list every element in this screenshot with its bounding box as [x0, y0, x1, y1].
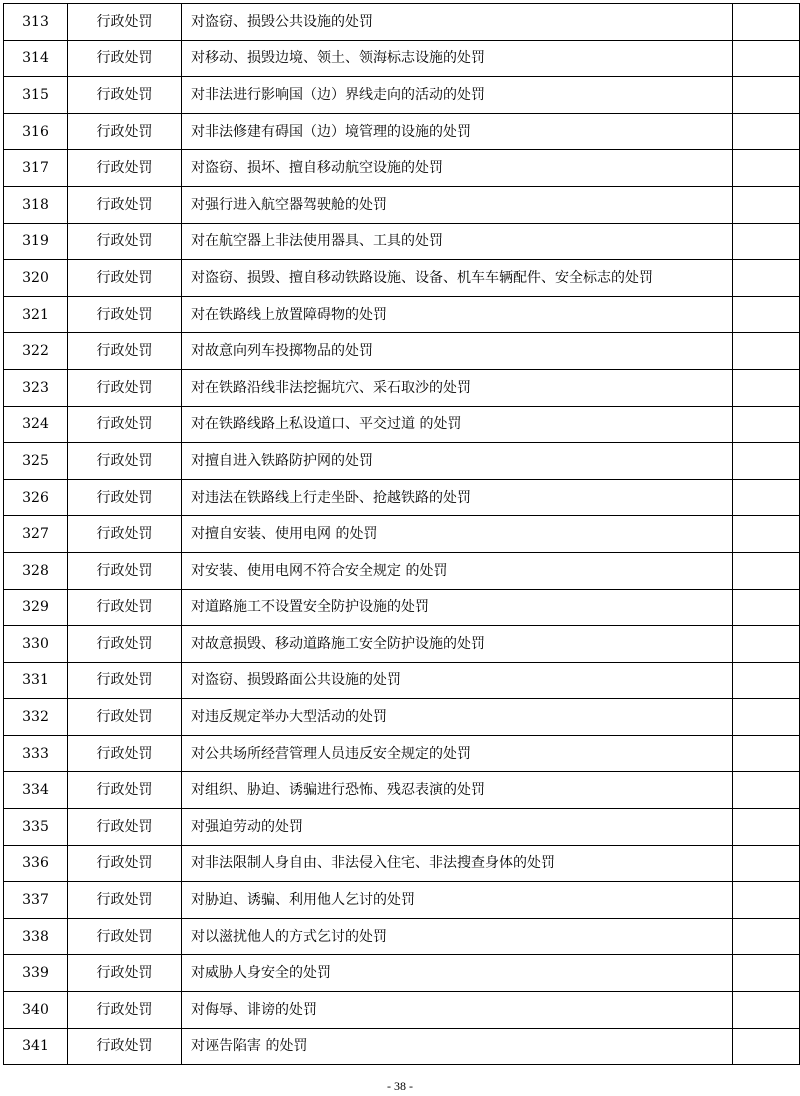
row-type: 行政处罚 — [68, 955, 182, 992]
row-type: 行政处罚 — [68, 1028, 182, 1065]
row-extra — [733, 735, 800, 772]
row-number: 318 — [4, 186, 68, 223]
row-item: 对在铁路沿线非法挖掘坑穴、采石取沙的处罚 — [182, 369, 733, 406]
table-row — [4, 479, 800, 516]
table-row — [4, 918, 800, 955]
row-item: 对故意损毁、移动道路施工安全防护设施的处罚 — [182, 626, 733, 663]
row-extra — [733, 552, 800, 589]
table-row — [4, 552, 800, 589]
table-row — [4, 772, 800, 809]
row-extra — [733, 186, 800, 223]
table-row — [4, 186, 800, 223]
row-type: 行政处罚 — [68, 406, 182, 443]
row-number: 329 — [4, 589, 68, 626]
row-number: 313 — [4, 4, 68, 41]
row-extra — [733, 772, 800, 809]
row-number: 328 — [4, 552, 68, 589]
row-extra — [733, 77, 800, 114]
row-extra — [733, 4, 800, 41]
table-row — [4, 882, 800, 919]
row-extra — [733, 516, 800, 553]
row-type: 行政处罚 — [68, 589, 182, 626]
row-number: 340 — [4, 992, 68, 1029]
row-extra — [733, 150, 800, 187]
row-extra — [733, 662, 800, 699]
row-extra — [733, 40, 800, 77]
row-item: 对以滋扰他人的方式乞讨的处罚 — [182, 918, 733, 955]
table-row — [4, 845, 800, 882]
row-type: 行政处罚 — [68, 150, 182, 187]
row-number: 335 — [4, 809, 68, 846]
row-extra — [733, 369, 800, 406]
page-number: - 38 - — [387, 1079, 413, 1093]
row-item: 对侮辱、诽谤的处罚 — [182, 992, 733, 1029]
penalty-table — [3, 3, 800, 1065]
row-extra — [733, 443, 800, 480]
row-number: 319 — [4, 223, 68, 260]
row-number: 332 — [4, 699, 68, 736]
row-number: 317 — [4, 150, 68, 187]
row-type: 行政处罚 — [68, 699, 182, 736]
row-type: 行政处罚 — [68, 260, 182, 297]
table-body — [4, 4, 800, 1065]
row-extra — [733, 809, 800, 846]
row-type: 行政处罚 — [68, 223, 182, 260]
row-type: 行政处罚 — [68, 809, 182, 846]
table-row — [4, 955, 800, 992]
row-number: 314 — [4, 40, 68, 77]
table-row — [4, 113, 800, 150]
row-extra — [733, 626, 800, 663]
row-item: 对非法修建有碍国（边）境管理的设施的处罚 — [182, 113, 733, 150]
row-number: 327 — [4, 516, 68, 553]
row-number: 321 — [4, 296, 68, 333]
row-type: 行政处罚 — [68, 369, 182, 406]
row-type: 行政处罚 — [68, 77, 182, 114]
row-number: 320 — [4, 260, 68, 297]
row-item: 对盗窃、损毁公共设施的处罚 — [182, 4, 733, 41]
row-extra — [733, 699, 800, 736]
row-item: 对盗窃、损毁路面公共设施的处罚 — [182, 662, 733, 699]
row-item: 对组织、胁迫、诱骗进行恐怖、残忍表演的处罚 — [182, 772, 733, 809]
row-type: 行政处罚 — [68, 479, 182, 516]
row-item: 对盗窃、损坏、擅自移动航空设施的处罚 — [182, 150, 733, 187]
row-item: 对强迫劳动的处罚 — [182, 809, 733, 846]
row-type: 行政处罚 — [68, 662, 182, 699]
row-number: 316 — [4, 113, 68, 150]
row-type: 行政处罚 — [68, 882, 182, 919]
row-type: 行政处罚 — [68, 333, 182, 370]
row-type: 行政处罚 — [68, 772, 182, 809]
row-number: 334 — [4, 772, 68, 809]
row-type: 行政处罚 — [68, 992, 182, 1029]
row-item: 对在铁路线路上私设道口、平交过道 的处罚 — [182, 406, 733, 443]
table-row — [4, 992, 800, 1029]
row-type: 行政处罚 — [68, 552, 182, 589]
row-type: 行政处罚 — [68, 918, 182, 955]
row-type: 行政处罚 — [68, 113, 182, 150]
table-row — [4, 369, 800, 406]
table-row — [4, 1028, 800, 1065]
row-number: 315 — [4, 77, 68, 114]
table-row — [4, 333, 800, 370]
row-item: 对移动、损毁边境、领土、领海标志设施的处罚 — [182, 40, 733, 77]
row-number: 331 — [4, 662, 68, 699]
row-item: 对道路施工不设置安全防护设施的处罚 — [182, 589, 733, 626]
row-number: 341 — [4, 1028, 68, 1065]
row-item: 对胁迫、诱骗、利用他人乞讨的处罚 — [182, 882, 733, 919]
table-row — [4, 516, 800, 553]
row-extra — [733, 589, 800, 626]
row-extra — [733, 406, 800, 443]
row-item: 对盗窃、损毁、擅自移动铁路设施、设备、机车车辆配件、安全标志的处罚 — [182, 260, 733, 297]
table-row — [4, 699, 800, 736]
row-extra — [733, 955, 800, 992]
row-type: 行政处罚 — [68, 626, 182, 663]
table-row — [4, 296, 800, 333]
row-number: 323 — [4, 369, 68, 406]
row-item: 对违法在铁路线上行走坐卧、抢越铁路的处罚 — [182, 479, 733, 516]
row-number: 322 — [4, 333, 68, 370]
table-row — [4, 406, 800, 443]
row-extra — [733, 479, 800, 516]
table-row — [4, 40, 800, 77]
row-extra — [733, 845, 800, 882]
table-row — [4, 809, 800, 846]
row-number: 326 — [4, 479, 68, 516]
row-type: 行政处罚 — [68, 845, 182, 882]
row-type: 行政处罚 — [68, 443, 182, 480]
row-number: 339 — [4, 955, 68, 992]
row-item: 对在航空器上非法使用器具、工具的处罚 — [182, 223, 733, 260]
row-type: 行政处罚 — [68, 186, 182, 223]
table-row — [4, 4, 800, 41]
row-item: 对故意向列车投掷物品的处罚 — [182, 333, 733, 370]
row-number: 338 — [4, 918, 68, 955]
row-extra — [733, 918, 800, 955]
table-row — [4, 223, 800, 260]
row-item: 对非法进行影响国（边）界线走向的活动的处罚 — [182, 77, 733, 114]
row-item: 对安装、使用电网不符合安全规定 的处罚 — [182, 552, 733, 589]
row-type: 行政处罚 — [68, 40, 182, 77]
table-row — [4, 150, 800, 187]
row-extra — [733, 260, 800, 297]
row-item: 对诬告陷害 的处罚 — [182, 1028, 733, 1065]
row-item: 对非法限制人身自由、非法侵入住宅、非法搜查身体的处罚 — [182, 845, 733, 882]
table-row — [4, 662, 800, 699]
row-extra — [733, 1028, 800, 1065]
table-row — [4, 260, 800, 297]
row-number: 325 — [4, 443, 68, 480]
table-row — [4, 589, 800, 626]
row-item: 对公共场所经营管理人员违反安全规定的处罚 — [182, 735, 733, 772]
table-row — [4, 735, 800, 772]
row-item: 对强行进入航空器驾驶舱的处罚 — [182, 186, 733, 223]
row-extra — [733, 882, 800, 919]
row-type: 行政处罚 — [68, 735, 182, 772]
table-row — [4, 443, 800, 480]
table-row — [4, 626, 800, 663]
row-extra — [733, 113, 800, 150]
row-item: 对违反规定举办大型活动的处罚 — [182, 699, 733, 736]
row-number: 330 — [4, 626, 68, 663]
row-extra — [733, 223, 800, 260]
table-row — [4, 77, 800, 114]
row-item: 对在铁路线上放置障碍物的处罚 — [182, 296, 733, 333]
row-item: 对擅自进入铁路防护网的处罚 — [182, 443, 733, 480]
row-extra — [733, 992, 800, 1029]
row-type: 行政处罚 — [68, 296, 182, 333]
row-extra — [733, 333, 800, 370]
row-extra — [733, 296, 800, 333]
row-item: 对擅自安装、使用电网 的处罚 — [182, 516, 733, 553]
row-number: 333 — [4, 735, 68, 772]
row-number: 324 — [4, 406, 68, 443]
row-number: 337 — [4, 882, 68, 919]
row-item: 对威胁人身安全的处罚 — [182, 955, 733, 992]
row-type: 行政处罚 — [68, 516, 182, 553]
row-number: 336 — [4, 845, 68, 882]
row-type: 行政处罚 — [68, 4, 182, 41]
